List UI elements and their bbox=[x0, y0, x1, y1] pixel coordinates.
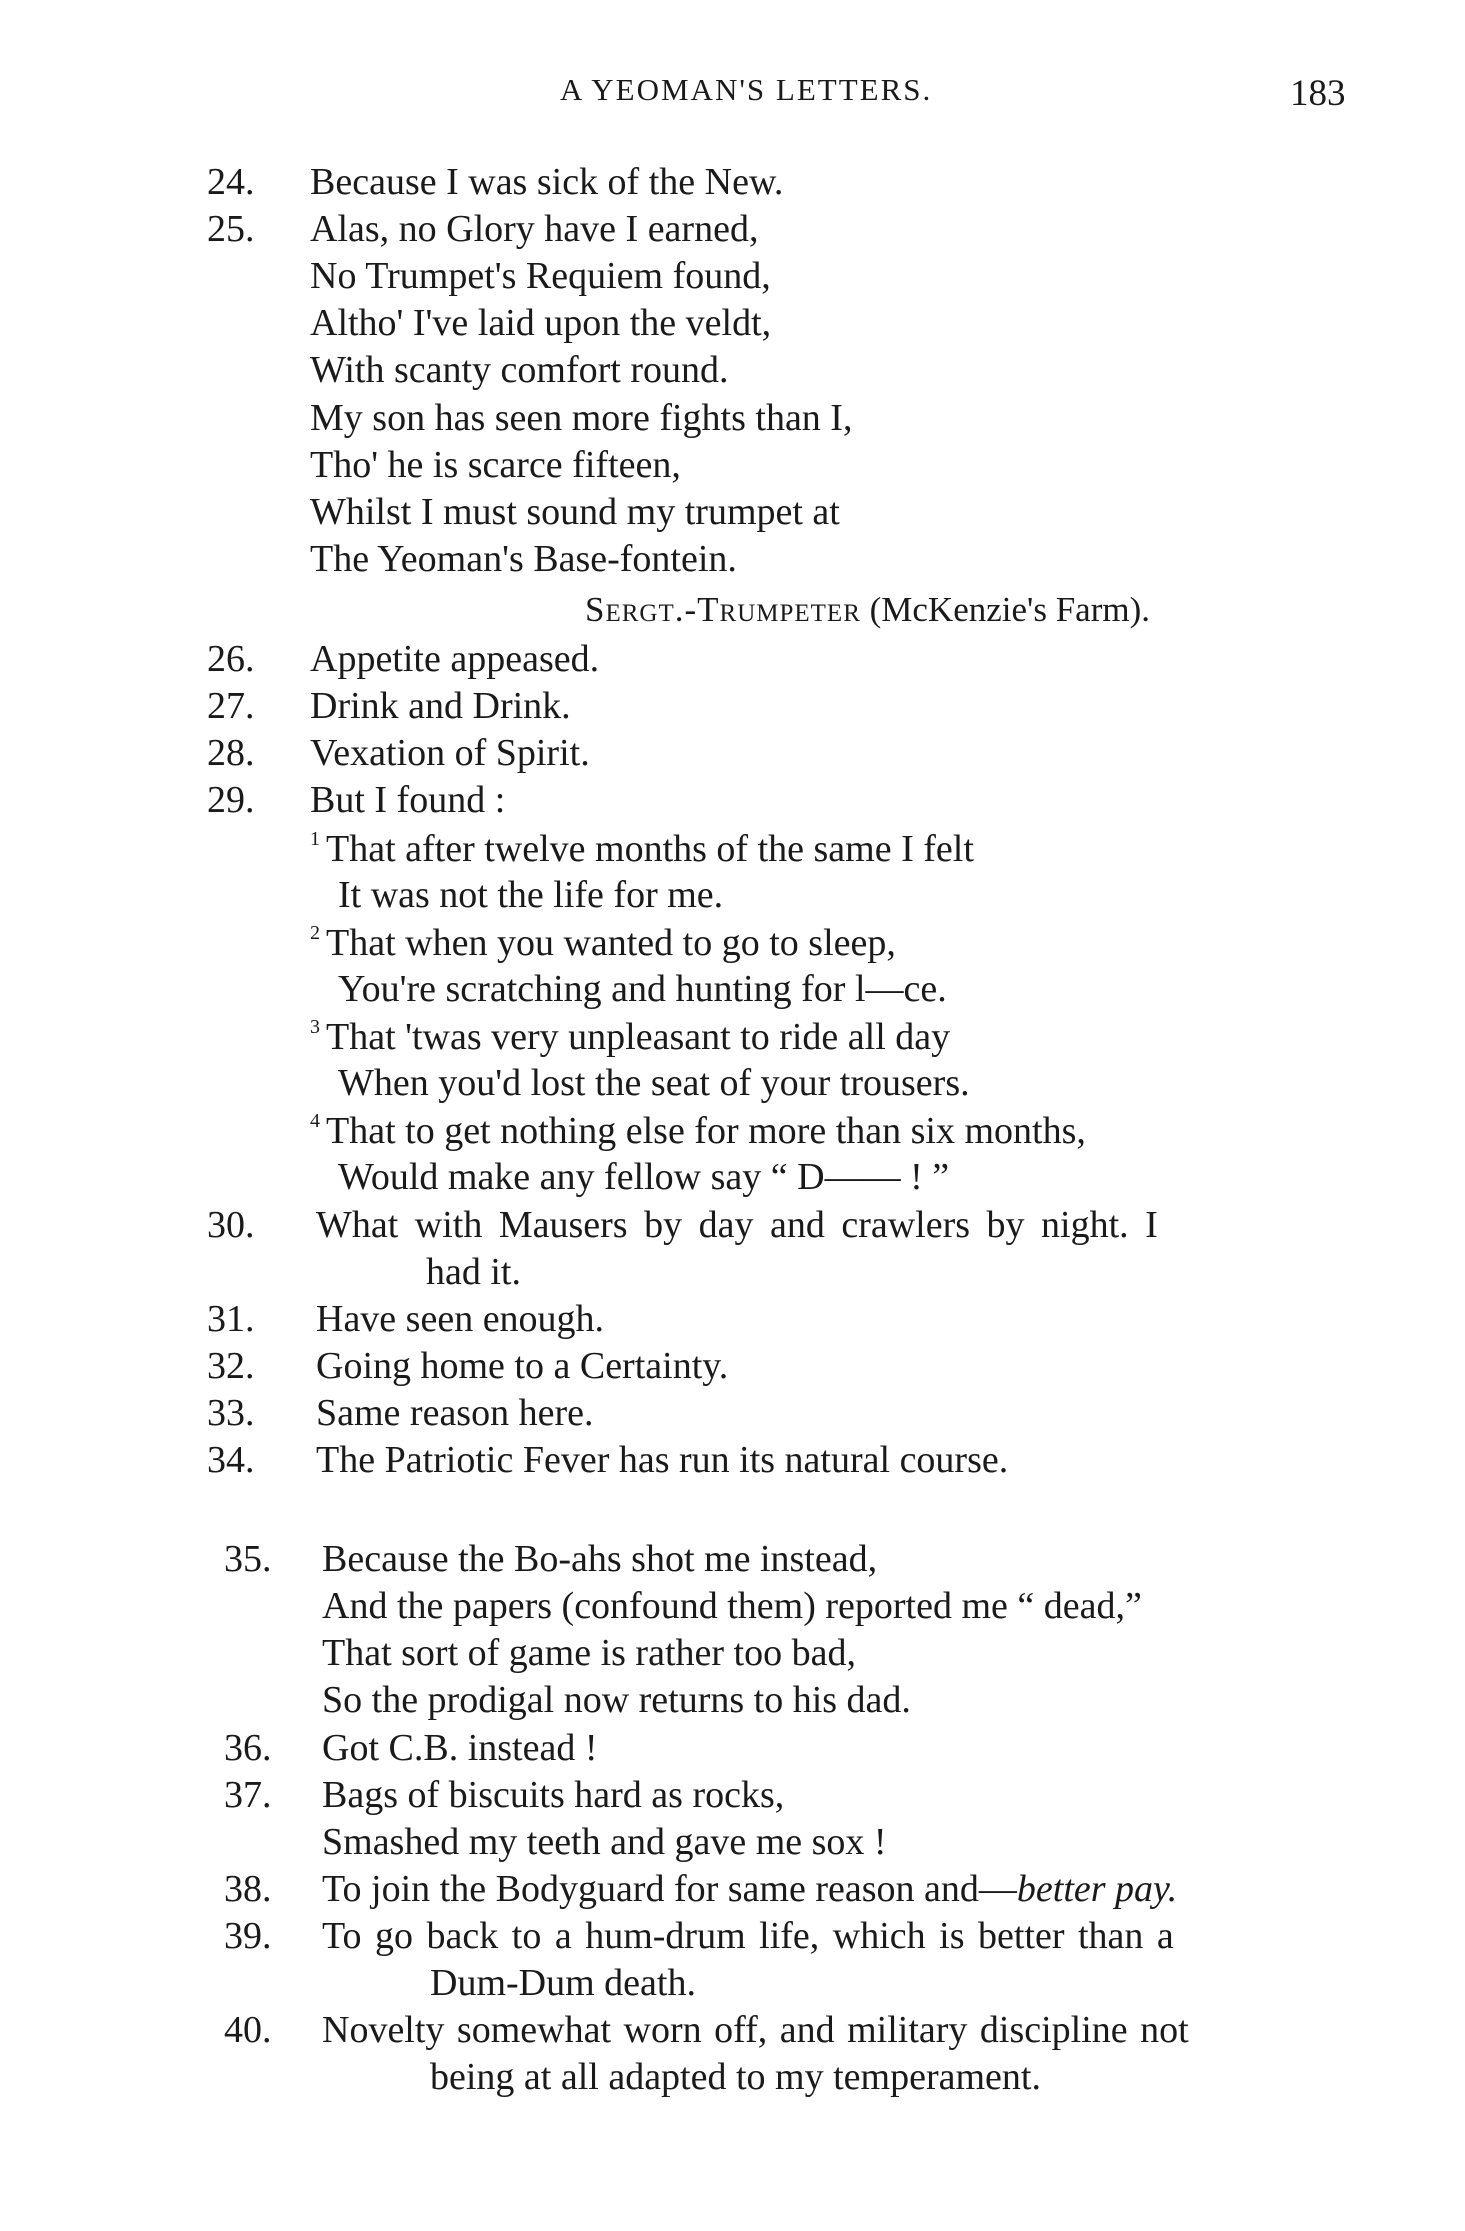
text-line: But I found : bbox=[310, 779, 506, 821]
sub-item-line: $^2$ That when you wanted to go to sleep, bbox=[310, 922, 896, 964]
running-title: A YEOMAN'S LETTERS. bbox=[560, 72, 933, 107]
sub-item-line: It was not the life for me. bbox=[338, 874, 724, 916]
sub-item-line: Would make any fellow say “ D—— ! ” bbox=[338, 1156, 950, 1198]
text-line: What with Mausers by day and crawlers by night. I bbox=[316, 1204, 1158, 1246]
text-line: Have seen enough. bbox=[316, 1298, 605, 1340]
item-number: 27. bbox=[207, 685, 255, 727]
sub-item-line: You're scratching and hunting for l—ce. bbox=[338, 968, 947, 1010]
text-line: And the papers (confound them) reported me “ dead,” bbox=[322, 1585, 1142, 1627]
text-line: Novelty somewhat worn off, and military discipline not bbox=[322, 2009, 1189, 2051]
text-line: Altho' I've laid upon the veldt, bbox=[310, 302, 772, 344]
item-number: 34. bbox=[207, 1439, 255, 1481]
signature-place: (McKenzie's Farm). bbox=[869, 590, 1151, 629]
text-line: being at all adapted to my temperament. bbox=[430, 2056, 1041, 2098]
text-line: Going home to a Certainty. bbox=[316, 1345, 729, 1387]
text-line: With scanty comfort round. bbox=[310, 349, 729, 391]
emphasis: better pay. bbox=[1016, 1868, 1178, 1910]
text-line: That sort of game is rather too bad, bbox=[322, 1632, 856, 1674]
text-line: Got C.B. instead ! bbox=[322, 1727, 598, 1769]
footnote-mark: 3 bbox=[310, 1016, 320, 1038]
item-number: 31. bbox=[207, 1298, 255, 1340]
item-number: 39. bbox=[224, 1915, 272, 1957]
text-line: To join the Bodyguard for same reason and—better pay. bbox=[322, 1868, 1178, 1910]
item-number: 28. bbox=[207, 732, 255, 774]
item-number: 25. bbox=[207, 208, 255, 250]
footnote-mark: 2 bbox=[310, 922, 320, 944]
text-line: Bags of biscuits hard as rocks, bbox=[322, 1774, 785, 1816]
item-number: 33. bbox=[207, 1392, 255, 1434]
text-line: Whilst I must sound my trumpet at bbox=[310, 491, 840, 533]
sub-item-line: $^3$ That 'twas very unpleasant to ride all day bbox=[310, 1016, 951, 1058]
text-line: Same reason here. bbox=[316, 1392, 594, 1434]
text-line: The Yeoman's Base-fontein. bbox=[310, 538, 737, 580]
signature-name: Sergt.-Trumpeter bbox=[585, 590, 861, 629]
text-line: Drink and Drink. bbox=[310, 685, 571, 727]
item-number: 29. bbox=[207, 779, 255, 821]
page-number: 183 bbox=[1290, 73, 1346, 114]
text-line: Appetite appeased. bbox=[310, 638, 600, 680]
text-line: To go back to a hum-drum life, which is better than a bbox=[322, 1915, 1174, 1957]
text-line: had it. bbox=[426, 1251, 521, 1293]
item-number: 30. bbox=[207, 1204, 255, 1246]
item-number: 37. bbox=[224, 1774, 272, 1816]
sub-item-line: $^1$ That after twelve months of the same I felt bbox=[310, 828, 974, 870]
item-number: 35. bbox=[224, 1538, 272, 1580]
text-line: Tho' he is scarce fifteen, bbox=[310, 444, 681, 486]
item-number: 26. bbox=[207, 638, 255, 680]
text-line: Smashed my teeth and gave me sox ! bbox=[322, 1821, 887, 1863]
text-line: No Trumpet's Requiem found, bbox=[310, 255, 771, 297]
text-line: My son has seen more fights than I, bbox=[310, 397, 853, 439]
sub-item-line: When you'd lost the seat of your trousers. bbox=[338, 1062, 970, 1104]
item-number: 32. bbox=[207, 1345, 255, 1387]
footnote-mark: 4 bbox=[310, 1110, 320, 1132]
signature bbox=[585, 592, 1150, 627]
item-number: 36. bbox=[224, 1727, 272, 1769]
text-line: Because the Bo-ahs shot me instead, bbox=[322, 1538, 878, 1580]
text-line: Because I was sick of the New. bbox=[310, 161, 784, 203]
text-line: The Patriotic Fever has run its natural course. bbox=[316, 1439, 1009, 1481]
item-number: 38. bbox=[224, 1868, 272, 1910]
text-line: So the prodigal now returns to his dad. bbox=[322, 1679, 911, 1721]
item-number: 24. bbox=[207, 161, 255, 203]
text-line: Alas, no Glory have I earned, bbox=[310, 208, 759, 250]
footnote-mark: 1 bbox=[310, 828, 320, 850]
text-line: Vexation of Spirit. bbox=[310, 732, 590, 774]
sub-item-line: $^4$ That to get nothing else for more than six months, bbox=[310, 1110, 1086, 1152]
text-line: Dum-Dum death. bbox=[430, 1962, 696, 2004]
item-number: 40. bbox=[224, 2009, 272, 2051]
